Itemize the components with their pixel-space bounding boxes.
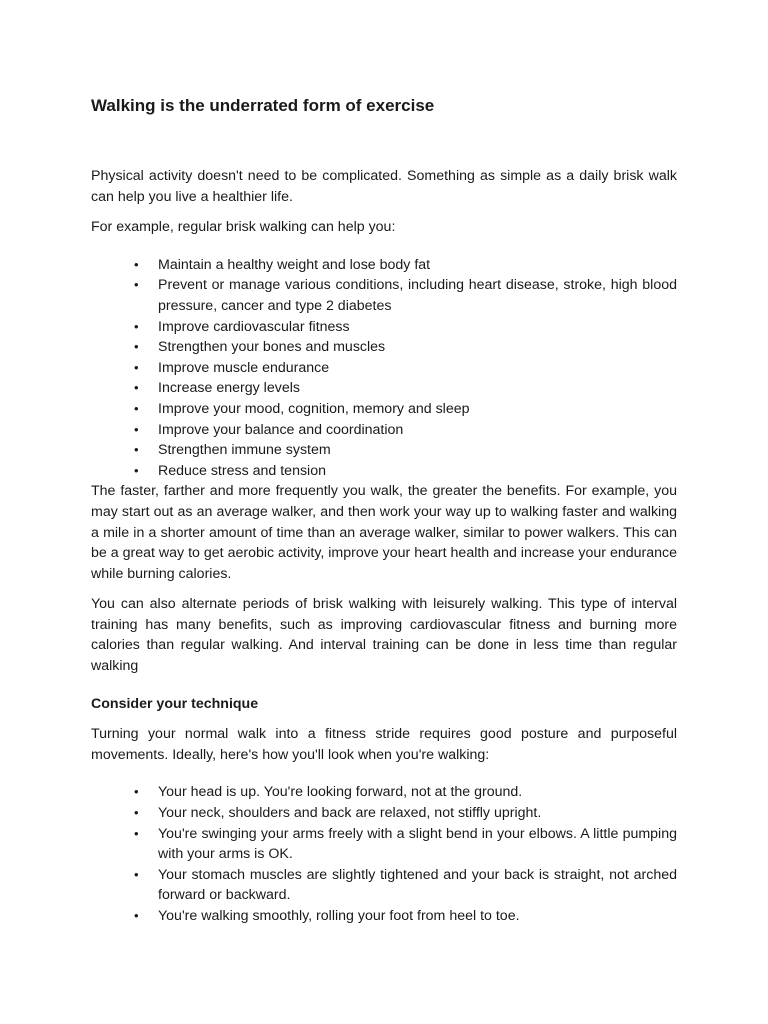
list-item: • Improve your balance and coordination [158,420,677,441]
bullet-icon: • [134,805,139,821]
bullet-icon: • [134,462,139,478]
interval-paragraph: You can also alternate periods of brisk walking with leisurely walking. This type of interval training has many benefits, such as improving cardiovascular fitness and burning more calories than regular walking. And interval training can be done in less time than regular walking [91,596,677,675]
bullet-icon: • [134,380,139,396]
bullet-icon: • [134,318,139,334]
list-item: • Improve muscle endurance [158,358,677,379]
list-item: • Your stomach muscles are slightly tightened and your back is straight, not arched forward or backward. [134,866,677,904]
technique-heading: Consider your technique [91,695,259,712]
list-item: • You're swinging your arms freely with a slight bend in your elbows. A little pumping with your arms is OK. [134,825,677,863]
list-item: • Improve your mood, cognition, memory and sleep [158,399,677,420]
intro-paragraph: Physical activity doesn't need to be complicated. Something as simple as a daily brisk walk can help you live a healthier life. [91,168,677,205]
list-item: • Strengthen your bones and muscles [158,337,677,358]
bullet-icon: • [134,825,139,841]
list-item: • Your neck, shoulders and back are relaxed, not stiffly upright. [158,803,677,824]
bullet-icon: • [134,908,139,923]
bullet-icon: • [134,784,139,800]
bullet-icon: • [134,400,139,416]
list-item: • Strengthen immune system [158,440,677,461]
bullet-icon: • [134,277,139,293]
benefits-list [91,255,677,482]
faster-paragraph: The faster, farther and more frequently you walk, the greater the benefits. For example, you may start out as an average walker, and then work your way up to walking faster and walking a mile in a shorter amount of time than an average walker, similar to power walkers. This can be a great way to get aerobic activity, improve your heart health and increase your endurance while burning calories. [91,483,677,582]
bullet-icon: • [134,421,139,437]
bullet-icon: • [134,866,139,882]
list-item: • Increase energy levels [158,378,677,399]
technique-list [91,782,677,926]
list-item: • Reduce stress and tension [158,461,677,482]
list-item: • You're walking smoothly, rolling your foot from heel to toe. [158,906,677,927]
bullet-icon: • [134,339,139,355]
document-title: Walking is the underrated form of exercise [91,96,435,115]
bullet-icon: • [134,442,139,458]
list-item: • Your head is up. You're looking forward, not at the ground. [158,782,677,803]
bullet-icon: • [134,359,139,375]
bullet-icon: • [134,256,139,272]
example-lead-paragraph: For example, regular brisk walking can help you: [91,219,396,236]
list-item: • Prevent or manage various conditions, including heart disease, stroke, high blood pressure, cancer and type 2 diabetes [134,277,677,314]
list-item: • Improve cardiovascular fitness [158,317,677,338]
list-item: • Maintain a healthy weight and lose body fat [158,255,677,276]
document-page [91,94,677,927]
technique-intro-paragraph: Turning your normal walk into a fitness stride requires good posture and purposeful movements. Ideally, here's how you'll look when you're walking: [91,726,677,763]
